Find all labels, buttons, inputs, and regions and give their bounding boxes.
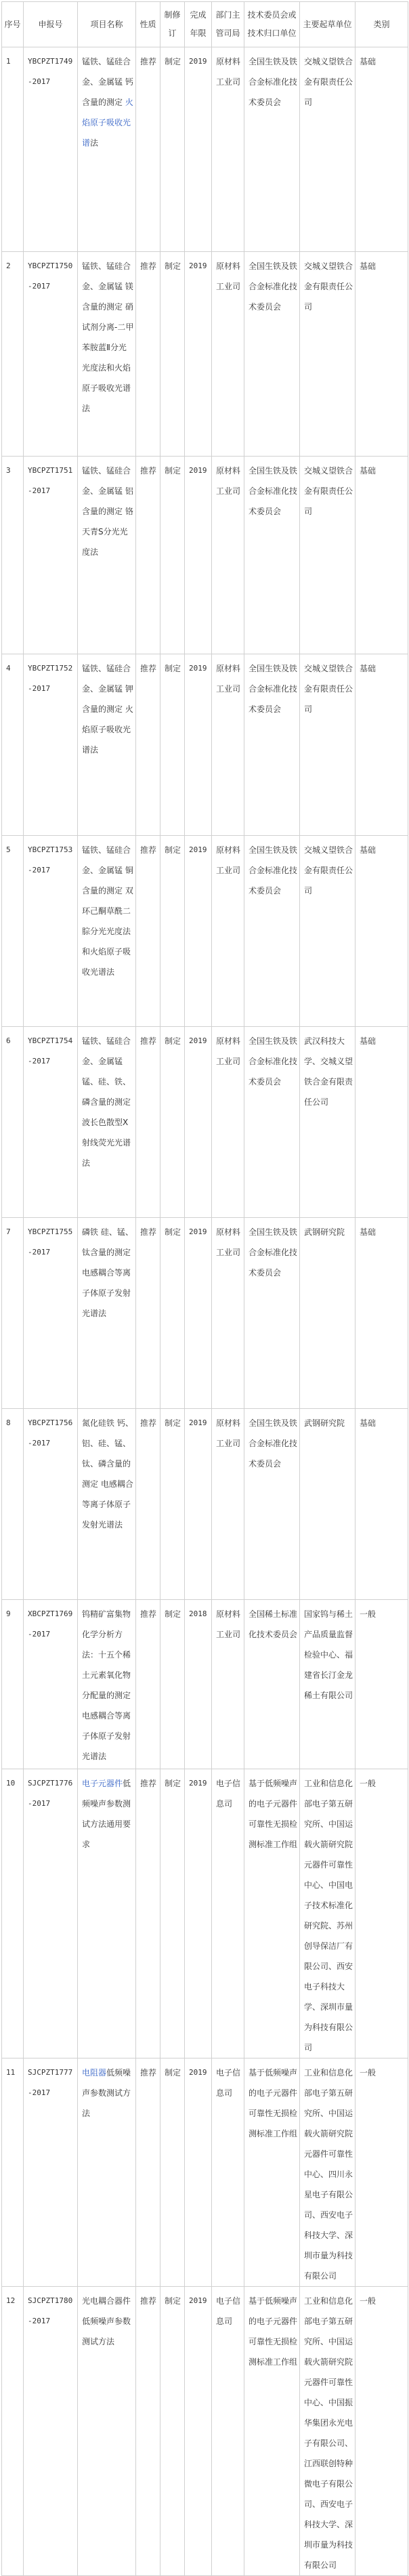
row-year: 2019 [185, 47, 212, 252]
row-project-name [78, 1409, 136, 1600]
project-name-text: 氮化硅铁 钙、铝、硅、锰、钛、磷含量的测定 电感耦合等离子体原子发射光谱法 [82, 1418, 133, 1529]
row-revise: 制定 [160, 1027, 185, 1218]
row-seq: 11 [2, 2058, 24, 2287]
row-seq: 7 [2, 1218, 24, 1409]
table-row [2, 2287, 408, 2576]
row-project-name [78, 2287, 136, 2576]
row-tc: 全国生铁及铁合金标准化技术委员会 [244, 654, 300, 836]
row-revise: 制定 [160, 654, 185, 836]
row-year: 2019 [185, 457, 212, 654]
project-name-text: 锰铁、锰硅合金、金属锰 钾含量的测定 火焰原子吸收光谱法 [82, 664, 133, 755]
project-name-link[interactable]: 火焰原子吸收光谱 [82, 98, 133, 148]
header-category: 类别 [356, 2, 408, 47]
row-std-no: YBCPZT1749-2017 [24, 47, 78, 252]
row-year: 2019 [185, 1769, 212, 2058]
row-project-name [78, 252, 136, 457]
row-seq: 12 [2, 2287, 24, 2576]
row-dept: 原材料工业司 [212, 654, 244, 836]
row-dept: 电子信息司 [212, 1769, 244, 2058]
project-name-link[interactable]: 电子元器件 [82, 1779, 123, 1788]
row-category: 基础 [356, 836, 408, 1027]
row-tc: 基于低频噪声的电子元器件可靠性无损检测标准工作组 [244, 1769, 300, 2058]
row-nature: 推荐 [136, 2287, 160, 2576]
row-year: 2019 [185, 1409, 212, 1600]
row-tc: 全国生铁及铁合金标准化技术委员会 [244, 47, 300, 252]
row-revise: 制定 [160, 47, 185, 252]
row-drafter: 工业和信息化部电子第五研究所、中国运载火箭研究院元器件可靠性中心、中国振华集团永光电子有限公司、江西联创特种微电子有限公司、西安电子科技大学、深圳市量为科技有限公司 [300, 2287, 356, 2576]
row-std-no: YBCPZT1750-2017 [24, 252, 78, 457]
project-name-text-tail: 低频噪声参数测试方法通用要求 [82, 1779, 131, 1849]
row-std-no: YBCPZT1753-2017 [24, 836, 78, 1027]
row-year: 2018 [185, 1600, 212, 1769]
project-name-text: 磷铁 硅、锰、钛含量的测定 电感耦合等离子体原子发射光谱法 [82, 1227, 133, 1318]
row-revise: 制定 [160, 2058, 185, 2287]
row-drafter: 交城义望铁合金有限责任公司 [300, 47, 356, 252]
header-drafter: 主要起草单位 [300, 2, 356, 47]
table-row [2, 1769, 408, 2058]
row-revise: 制定 [160, 1600, 185, 1769]
row-project-name [78, 836, 136, 1027]
row-year: 2019 [185, 1027, 212, 1218]
row-nature: 推荐 [136, 1769, 160, 2058]
row-seq: 10 [2, 1769, 24, 2058]
table-row [2, 47, 408, 252]
row-nature: 推荐 [136, 1409, 160, 1600]
row-seq: 1 [2, 47, 24, 252]
row-dept: 电子信息司 [212, 2058, 244, 2287]
project-name-text: 锰铁、锰硅合金、金属锰 锰、硅、铁、磷含量的测定 波长色散型X射线荧光光谱法 [82, 1036, 131, 1168]
table-row [2, 252, 408, 457]
row-drafter: 武汉科技大学、交城义望铁合金有限责任公司 [300, 1027, 356, 1218]
row-category: 基础 [356, 252, 408, 457]
project-name-text: 锰铁、锰硅合金、金属锰 镁含量的测定 硝试剂分离-二甲苯胺蓝Ⅱ分光光度法和火焰原子吸收光谱法 [82, 261, 134, 413]
project-name-link[interactable]: 电阻器 [82, 2068, 107, 2077]
header-year: 完成年限 [185, 2, 212, 47]
row-tc: 全国生铁及铁合金标准化技术委员会 [244, 1409, 300, 1600]
standards-table [1, 1, 408, 2576]
row-category: 基础 [356, 654, 408, 836]
row-seq: 4 [2, 654, 24, 836]
row-category: 基础 [356, 47, 408, 252]
row-drafter: 交城义望铁合金有限责任公司 [300, 836, 356, 1027]
row-project-name [78, 457, 136, 654]
row-revise: 制定 [160, 1218, 185, 1409]
row-drafter: 交城义望铁合金有限责任公司 [300, 654, 356, 836]
row-dept: 原材料工业司 [212, 1600, 244, 1769]
header-project: 项目名称 [78, 2, 136, 47]
row-revise: 制定 [160, 252, 185, 457]
standards-document [1, 1, 408, 2576]
row-category: 基础 [356, 1218, 408, 1409]
row-tc: 全国生铁及铁合金标准化技术委员会 [244, 1218, 300, 1409]
row-year: 2019 [185, 2287, 212, 2576]
row-seq: 6 [2, 1027, 24, 1218]
row-drafter: 武钢研究院 [300, 1409, 356, 1600]
row-nature: 推荐 [136, 836, 160, 1027]
row-dept: 原材料工业司 [212, 252, 244, 457]
row-category: 一般 [356, 1769, 408, 2058]
row-project-name [78, 654, 136, 836]
table-row [2, 836, 408, 1027]
row-nature: 推荐 [136, 654, 160, 836]
row-category: 基础 [356, 1027, 408, 1218]
row-std-no: YBCPZT1755-2017 [24, 1218, 78, 1409]
project-name-text: 锰铁、锰硅合金、金属锰 铜含量的测定 双环己酮草酰二腙分光光度法和火焰原子吸收光谱法 [82, 845, 133, 977]
row-nature: 推荐 [136, 457, 160, 654]
row-revise: 制定 [160, 457, 185, 654]
row-year: 2019 [185, 836, 212, 1027]
row-dept: 原材料工业司 [212, 47, 244, 252]
row-std-no: XBCPZT1769-2017 [24, 1600, 78, 1769]
row-dept: 原材料工业司 [212, 836, 244, 1027]
row-tc: 基于低频噪声的电子元器件可靠性无损检测标准工作组 [244, 2287, 300, 2576]
row-drafter: 交城义望铁合金有限责任公司 [300, 252, 356, 457]
header-std-no: 申报号 [24, 2, 78, 47]
row-drafter: 工业和信息化部电子第五研究所、中国运载火箭研究院元器件可靠性中心、四川永星电子有限公司、西安电子科技大学、深圳市量为科技有限公司 [300, 2058, 356, 2287]
row-dept: 原材料工业司 [212, 1027, 244, 1218]
row-revise: 制定 [160, 836, 185, 1027]
project-name-text: 钨精矿富集物化学分析方法：十五个稀土元素氧化物分配量的测定 电感耦合等离子体原子发射光谱法 [82, 1609, 131, 1761]
row-nature: 推荐 [136, 252, 160, 457]
table-row [2, 457, 408, 654]
table-header-row [2, 2, 408, 47]
row-category: 一般 [356, 2058, 408, 2287]
row-std-no: SJCPZT1776-2017 [24, 1769, 78, 2058]
row-nature: 推荐 [136, 1218, 160, 1409]
row-drafter: 交城义望铁合金有限责任公司 [300, 457, 356, 654]
row-drafter: 国家钨与稀土产品质量监督检验中心、福建省长汀金龙稀土有限公司 [300, 1600, 356, 1769]
project-name-text-tail: 法 [90, 138, 99, 148]
project-name-text: 光电耦合器件低频噪声参数测试方法 [82, 2296, 131, 2346]
row-std-no: SJCPZT1777-2017 [24, 2058, 78, 2287]
row-seq: 9 [2, 1600, 24, 1769]
project-name-text: 锰铁、锰硅合金、金属锰 钙含量的测定 [82, 57, 133, 107]
row-project-name [78, 2058, 136, 2287]
row-year: 2019 [185, 654, 212, 836]
row-tc: 全国生铁及铁合金标准化技术委员会 [244, 252, 300, 457]
row-std-no: YBCPZT1756-2017 [24, 1409, 78, 1600]
row-dept: 原材料工业司 [212, 1409, 244, 1600]
row-category: 基础 [356, 1409, 408, 1600]
header-tc: 技术委员会或技术归口单位 [244, 2, 300, 47]
table-row [2, 1027, 408, 1218]
row-dept: 原材料工业司 [212, 1218, 244, 1409]
row-std-no: SJCPZT1780-2017 [24, 2287, 78, 2576]
row-project-name [78, 1027, 136, 1218]
row-project-name [78, 1600, 136, 1769]
row-tc: 全国稀土标准化技术委员会 [244, 1600, 300, 1769]
row-seq: 5 [2, 836, 24, 1027]
row-dept: 原材料工业司 [212, 457, 244, 654]
header-dept: 部门主管司局 [212, 2, 244, 47]
row-nature: 推荐 [136, 47, 160, 252]
row-seq: 2 [2, 252, 24, 457]
row-revise: 制定 [160, 1769, 185, 2058]
header-nature: 性质 [136, 2, 160, 47]
row-revise: 制定 [160, 2287, 185, 2576]
row-dept: 电子信息司 [212, 2287, 244, 2576]
table-row [2, 1600, 408, 1769]
row-year: 2019 [185, 252, 212, 457]
row-project-name [78, 47, 136, 252]
project-name-text-tail: 低频噪声参数测试方法 [82, 2068, 131, 2118]
row-project-name [78, 1218, 136, 1409]
row-nature: 推荐 [136, 1027, 160, 1218]
row-project-name [78, 1769, 136, 2058]
row-year: 2019 [185, 1218, 212, 1409]
row-seq: 3 [2, 457, 24, 654]
row-drafter: 武钢研究院 [300, 1218, 356, 1409]
row-tc: 全国生铁及铁合金标准化技术委员会 [244, 836, 300, 1027]
row-tc: 全国生铁及铁合金标准化技术委员会 [244, 457, 300, 654]
row-std-no: YBCPZT1751-2017 [24, 457, 78, 654]
row-tc: 全国生铁及铁合金标准化技术委员会 [244, 1027, 300, 1218]
row-nature: 推荐 [136, 2058, 160, 2287]
row-drafter: 工业和信息化部电子第五研究所、中国运载火箭研究院元器件可靠性中心、中国电子技术标准化研究院、苏州创导保洁厂有限公司、西安电子科技大学、深圳市量为科技有限公司 [300, 1769, 356, 2058]
header-seq: 序号 [2, 2, 24, 47]
row-std-no: YBCPZT1752-2017 [24, 654, 78, 836]
header-revise: 制修订 [160, 2, 185, 47]
project-name-text: 锰铁、锰硅合金、金属锰 铝含量的测定 铬天青S分光光度法 [82, 466, 133, 557]
row-seq: 8 [2, 1409, 24, 1600]
row-category: 基础 [356, 457, 408, 654]
row-category: 一般 [356, 1600, 408, 1769]
table-row [2, 1218, 408, 1409]
row-category: 一般 [356, 2287, 408, 2576]
row-revise: 制定 [160, 1409, 185, 1600]
row-nature: 推荐 [136, 1600, 160, 1769]
row-std-no: YBCPZT1754-2017 [24, 1027, 78, 1218]
table-row [2, 654, 408, 836]
table-row [2, 1409, 408, 1600]
table-row [2, 2058, 408, 2287]
row-tc: 基于低频噪声的电子元器件可靠性无损检测标准工作组 [244, 2058, 300, 2287]
row-year: 2019 [185, 2058, 212, 2287]
